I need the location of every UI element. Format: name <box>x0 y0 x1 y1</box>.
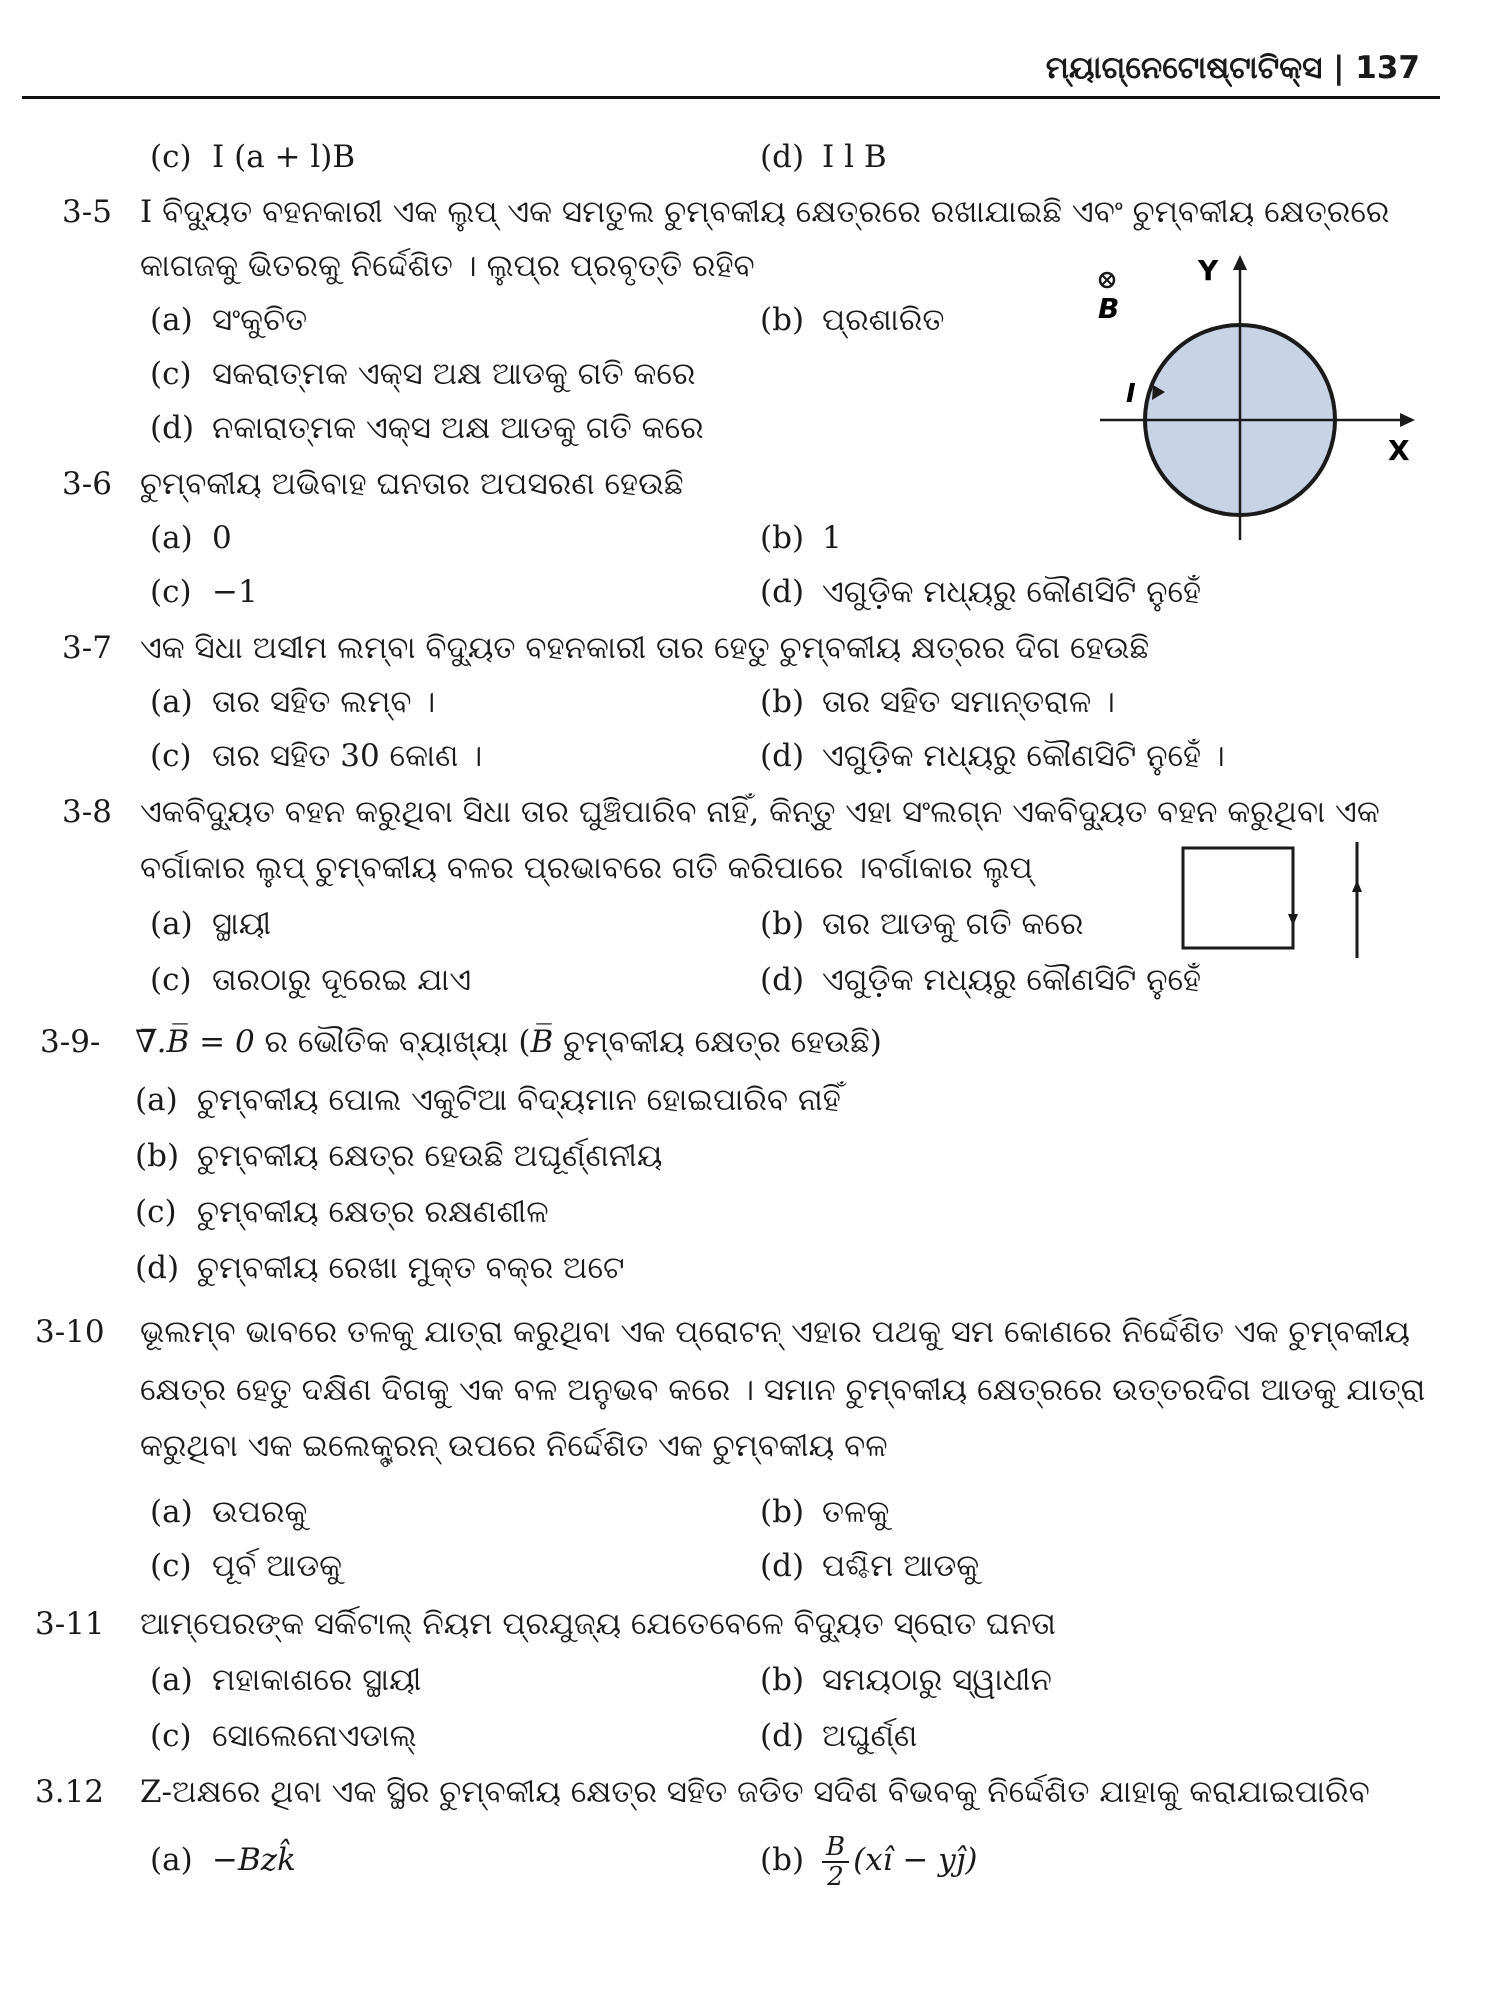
q311-option-d: (d) ଅଘୁର୍ଣ୍ଣ <box>760 1718 918 1754</box>
header-rule <box>22 96 1440 99</box>
q310-stem-line1: ଭୂଲମ୍ବ ଭାବରେ ତଳକୁ ଯାତ୍ରା କରୁଥିବା ଏକ ପ୍ରୋଟନ୍ ଏହାର ପଥକୁ ସମ କୋଣରେ ନିର୍ଦ୍ଦେଶିତ ଏକ ଚୁମ୍ବକୀୟ <box>140 1314 1410 1350</box>
q38-stem-line1: ଏକବିଦ୍ୟୁତ ବହନ କରୁଥିବା ସିଧା ତାର ଘୁଞ୍ଚିପାରିବ ନାହିଁ, କିନ୍ତୁ ଏହା ସଂଲଗ୍ନ ଏକବିଦ୍ୟୁତ ବହନ କରୁଥିବା ଏକ <box>140 794 1380 830</box>
q36-option-d: (d) ଏଗୁଡ଼ିକ ମଧ୍ୟରୁ କୌଣସିଟି ନୁହେଁ <box>760 574 1202 610</box>
q311-option-c: (c) ସୋଲେନୋଏଡାଲ୍ <box>150 1718 417 1754</box>
q35-stem-line1: I ବିଦ୍ୟୁତ ବହନକାରୀ ଏକ ଲୁପ୍ ଏକ ସମତୁଲ ଚୁମ୍ବକୀୟ କ୍ଷେତ୍ରରେ ରଖାଯାଇଛି ଏବଂ ଚୁମ୍ବକୀୟ କ୍ଷେତ୍ରରେ <box>140 194 1390 230</box>
q34-option-c: (c) I (a + l)B <box>150 139 356 175</box>
q311-option-a: (a) ମହାକାଶରେ ସ୍ଥାୟୀ <box>150 1662 422 1698</box>
q39-option-a: (a) ଚୁମ୍ବକୀୟ ପୋଲ ଏକୁଟିଆ ବିଦ୍ୟମାନ ହୋଇପାରିବ ନାହିଁ <box>135 1082 841 1118</box>
x-axis-label: X <box>1388 434 1410 467</box>
q35-option-c: (c) ସକରାତ୍ମକ ଏକ୍ସ ଅକ୍ଷ ଆଡକୁ ଗତି କରେ <box>150 356 696 392</box>
q39-number: 3-9- <box>40 1024 101 1060</box>
b-field-label: B <box>1098 292 1120 325</box>
q311-option-b: (b) ସମୟଠାରୁ ସ୍ୱାଧୀନ <box>760 1662 1052 1698</box>
q37-option-d: (d) ଏଗୁଡ଼ିକ ମଧ୍ୟରୁ କୌଣସିଟି ନୁହେଁ । <box>760 738 1225 774</box>
q312-option-b: (b) $\frac{B}{2}$ (xî − yĵ) <box>760 1831 978 1892</box>
q36-number: 3-6 <box>62 466 112 502</box>
fraction-b-over-2: $\frac{B}{2}$ <box>822 1833 849 1891</box>
chapter-title: ମ୍ୟାଗ୍ନେଟୋଷ୍ଟାଟିକ୍ସ <box>1045 50 1323 86</box>
q37-option-a: (a) ତାର ସହିତ ଲମ୍ବ । <box>150 684 436 720</box>
q312-option-a: (a) −Bzk̂ <box>150 1842 296 1878</box>
q35-option-b: (b) ପ୍ରଶାରିତ <box>760 302 945 338</box>
q34-option-d: (d) I l B <box>760 139 887 175</box>
q310-stem-line3: କରୁଥିବା ଏକ ଇଲେକ୍ଟ୍ରନ୍ ଉପରେ ନିର୍ଦ୍ଦେଶିତ ଏକ ଚୁମ୍ବକୀୟ ବଳ <box>140 1428 888 1464</box>
q36-option-c: (c) −1 <box>150 574 258 610</box>
q310-option-c: (c) ପୂର୍ବ ଆଡକୁ <box>150 1548 343 1584</box>
q39-stem: ∇̅.B̅ = 0 ର ଭୌତିକ ବ୍ୟାଖ୍ୟା (B̅ ଚୁମ୍ବକୀୟ କ୍ଷେତ୍ର ହେଉଛି) <box>135 1024 882 1060</box>
q38-number: 3-8 <box>62 794 112 830</box>
q38-option-d: (d) ଏଗୁଡ଼ିକ ମଧ୍ୟରୁ କୌଣସିଟି ନୁହେଁ <box>760 962 1202 998</box>
q310-number: 3-10 <box>35 1314 105 1350</box>
vector-potential-a: −Bzk̂ <box>212 1842 296 1878</box>
square-loop <box>1183 848 1293 948</box>
q37-option-c: (c) ତାର ସହିତ 30 କୋଣ । <box>150 738 483 774</box>
q312-number: 3.12 <box>35 1774 105 1810</box>
q311-number: 3-11 <box>35 1606 105 1642</box>
x-axis-arrow-icon <box>1400 413 1415 427</box>
q39-option-c: (c) ଚୁମ୍ବକୀୟ କ୍ଷେତ୍ର ରକ୍ଷଣଶୀଳ <box>135 1194 549 1230</box>
y-axis-arrow-icon <box>1233 255 1247 270</box>
q312-stem: Z-ଅକ୍ଷରେ ଥିବା ଏକ ସ୍ଥିର ଚୁମ୍ବକୀୟ କ୍ଷେତ୍ର ସହିତ ଜଡିତ ସଦିଶ ବିଭବକୁ ନିର୍ଦ୍ଦେଶିତ ଯାହାକୁ କରାଯାଇପାରିବ <box>140 1774 1370 1810</box>
running-header: ମ୍ୟାଗ୍ନେଟୋଷ୍ଟାଟିକ୍ସ | 137 <box>1045 50 1420 86</box>
q310-option-a: (a) ଉପରକୁ <box>150 1494 308 1530</box>
q35-stem-line2: କାଗଜକୁ ଭିତରକୁ ନିର୍ଦ୍ଦେଶିତ । ଲୁପ୍‌ର ପ୍ରବୃତ୍ତି ରହିବ <box>140 248 755 284</box>
vector-potential-b: (xî − yĵ) <box>853 1842 978 1878</box>
q38-option-a: (a) ସ୍ଥାୟୀ <box>150 906 272 942</box>
q37-number: 3-7 <box>62 630 112 666</box>
q310-option-b: (b) ତଳକୁ <box>760 1494 890 1530</box>
q38-option-c: (c) ତାରଠାରୁ ଦୂରେଇ ଯାଏ <box>150 962 472 998</box>
wire-current-arrow-icon <box>1352 880 1362 892</box>
loop-current-arrow-icon <box>1288 914 1298 926</box>
square-loop-wire-diagram <box>1175 840 1375 960</box>
q36-option-b: (b) 1 <box>760 520 842 556</box>
q36-option-a: (a) 0 <box>150 520 232 556</box>
q310-option-d: (d) ପଶ୍ଚିମ ଆଡକୁ <box>760 1548 980 1584</box>
q37-option-b: (b) ତାର ସହିତ ସମାନ୍ତରାଳ । <box>760 684 1115 720</box>
q37-stem: ଏକ ସିଧା ଅସୀମ ଲମ୍ବା ବିଦ୍ୟୁତ ବହନକାରୀ ତାର ହେତୁ ଚୁମ୍ବକୀୟ କ୍ଷତ୍ରର ଦିଗ ହେଉଛି <box>140 630 1150 666</box>
q35-option-d: (d) ନକାରାତ୍ମକ ଏକ୍ସ ଅକ୍ଷ ଆଡକୁ ଗତି କରେ <box>150 410 704 446</box>
loop-field-diagram <box>1080 240 1440 550</box>
q35-option-a: (a) ସଂକୁଚିତ <box>150 302 308 338</box>
q310-stem-line2: କ୍ଷେତ୍ର ହେତୁ ଦକ୍ଷିଣ ଦିଗକୁ ଏକ ବଳ ଅନୁଭବ କରେ । ସମାନ ଚୁମ୍ବକୀୟ କ୍ଷେତ୍ରରେ ଉତ୍ତରଦିଗ ଆଡକୁ ଯାତ୍ରା <box>140 1372 1426 1408</box>
q311-stem: ଆମ୍ପେରଙ୍କ ସର୍କିଟାଲ୍ ନିୟମ ପ୍ରଯୁଜ୍ୟ ଯେତେବେଳେ ବିଦ୍ୟୁତ ସ୍ରୋତ ଘନତା <box>140 1606 1056 1642</box>
q38-option-b: (b) ତାର ଆଡକୁ ଗତି କରେ <box>760 906 1084 942</box>
y-axis-label: Y <box>1198 254 1219 287</box>
q36-stem: ଚୁମ୍ବକୀୟ ଅଭିବାହ ଘନତାର ଅପସରଣ ହେଉଛି <box>140 466 684 502</box>
current-label: I <box>1126 379 1136 409</box>
q39-option-b: (b) ଚୁମ୍ବକୀୟ କ୍ଷେତ୍ର ହେଉଛି ଅଘୂର୍ଣ୍ଣନୀୟ <box>135 1138 663 1174</box>
q35-number: 3-5 <box>62 194 112 230</box>
q38-stem-line2: ବର୍ଗାକାର ଲୁପ୍ ଚୁମ୍ବକୀୟ ବଳର ପ୍ରଭାବରେ ଗତି କରିପାରେ ।ବର୍ଗାକାର ଲୁପ୍ <box>140 850 1033 886</box>
page-number: 137 <box>1355 50 1420 86</box>
divergence-expression: ∇̅.B̅ = 0 <box>135 1024 255 1060</box>
q39-option-d: (d) ଚୁମ୍ବକୀୟ ରେଖା ମୁକ୍ତ ବକ୍ର ଅଟେ <box>135 1250 625 1286</box>
